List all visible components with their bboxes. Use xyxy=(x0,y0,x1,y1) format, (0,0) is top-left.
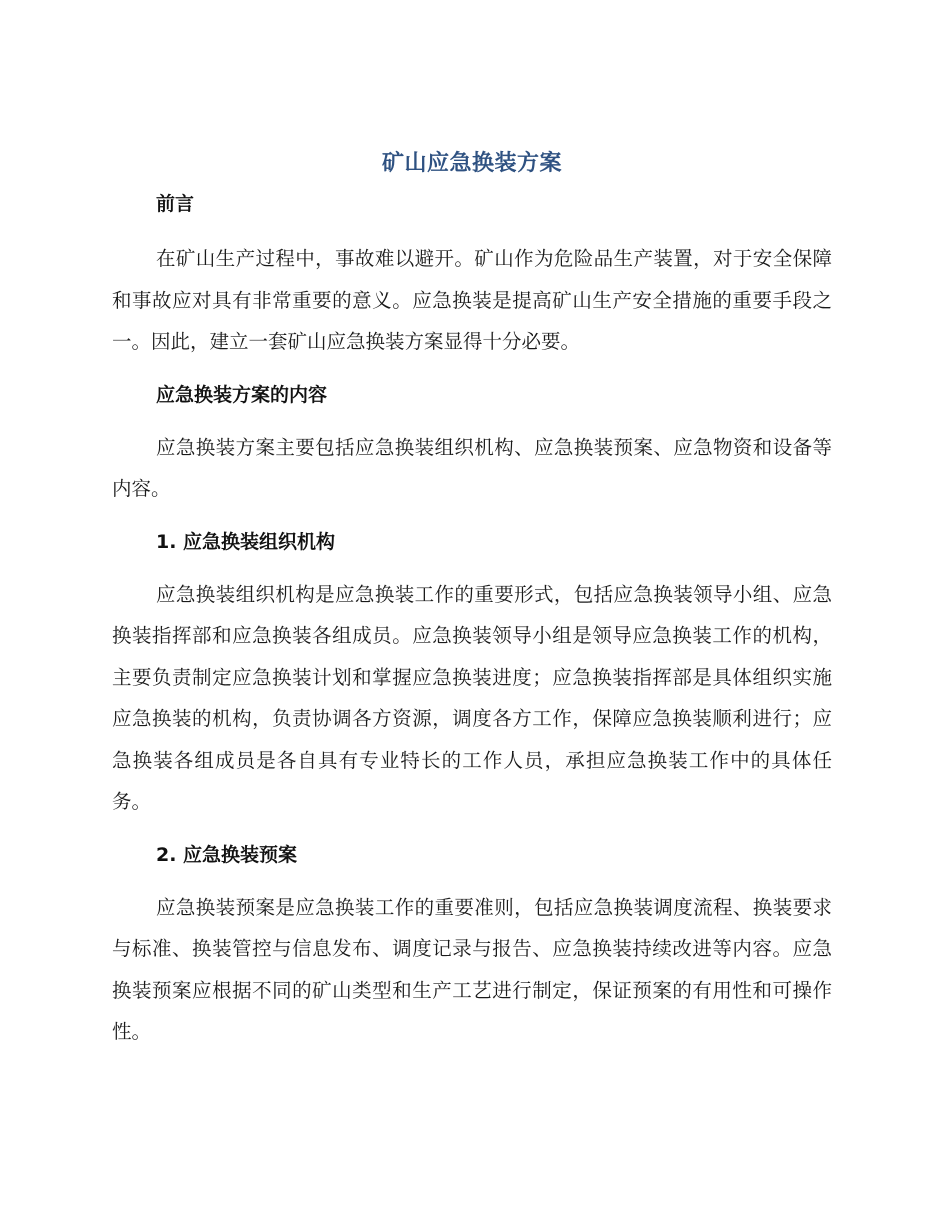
section-heading-organization: 1. 应急换装组织机构 xyxy=(156,530,336,553)
section-heading-contingency-plan: 2. 应急换装预案 xyxy=(156,843,298,866)
section-heading-plan-contents: 应急换装方案的内容 xyxy=(156,383,328,406)
section-heading-preface: 前言 xyxy=(156,193,195,215)
section-paragraph-contingency-plan: 应急换装预案是应急换装工作的重要准则，包括应急换装调度流程、换装要求与标准、换装管控与信息发布、调度记录与报告、应急换装持续改进等内容。应急换装预案应根据不同的矿山类型和生产工艺进行制定，保证预案的有用性和可操作性。 xyxy=(112,895,832,1043)
document-body xyxy=(112,148,832,1053)
document-title: 矿山应急换装方案 xyxy=(381,151,562,176)
section-paragraph-plan-contents: 应急换装方案主要包括应急换装组织机构、应急换装预案、应急物资和设备等内容。 xyxy=(112,435,832,500)
section-paragraph-preface: 在矿山生产过程中，事故难以避开。矿山作为危险品生产装置，对于安全保障和事故应对具有非常重要的意义。应急换装是提高矿山生产安全措施的重要手段之一。因此，建立一套矿山应急换装方案显得十分必要。 xyxy=(112,247,832,353)
section-paragraph-organization: 应急换装组织机构是应急换装工作的重要形式，包括应急换装领导小组、应急换装指挥部和应急换装各组成员。应急换装领导小组是领导应急换装工作的机构，主要负责制定应急换装计划和掌握应急换装进度；应急换装指挥部是具体组织实施应急换装的机构，负责协调各方资源，调度各方工作，保障应急换装顺利进行；应急换装各组成员是各自具有专业特长的工作人员，承担应急换装工作中的具体任务。 xyxy=(112,582,832,813)
